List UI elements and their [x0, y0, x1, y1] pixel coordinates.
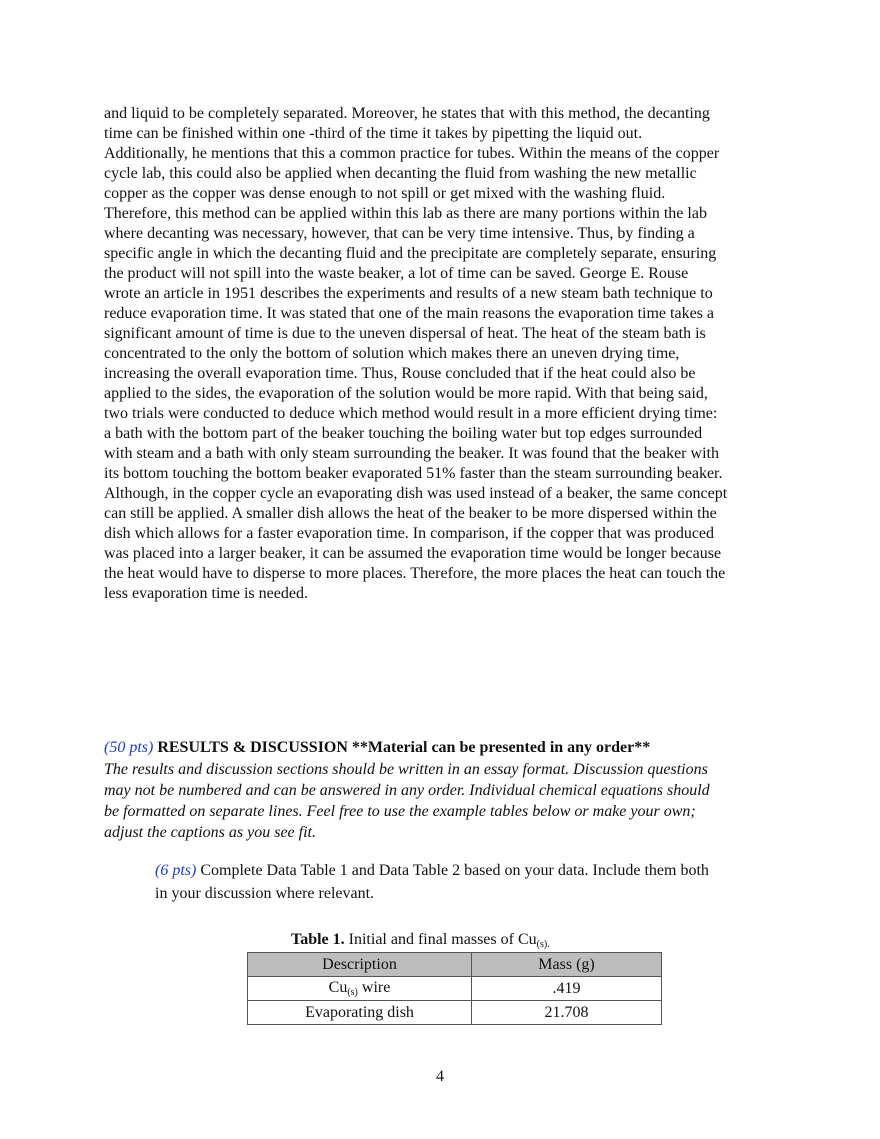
- task-text: Complete Data Table 1 and Data Table 2 based on your data. Include them both in your discussion where relevant.: [155, 862, 709, 902]
- results-heading: RESULTS & DISCUSSION **Material can be presented in any order**: [157, 739, 651, 756]
- cell-text: Evaporating dish: [305, 1003, 414, 1021]
- body-paragraph: and liquid to be completely separated. Moreover, he states that with this method, the decanting time can be finished within one -third of the time it takes by pipetting the liquid out. Additionally, he mentions that this a common practice for tubes. Within the means of the copper cycle lab, this could also be applied when decanting the fluid from washing the new metallic copper as the copper was dense enough to not spill or get mixed with the washing fluid. Therefore, this method can be applied within this lab as there are many portions within the lab where decanting was necessary, however, that can be very time intensive. Thus, by finding a specific angle in which the decanting fluid and the precipitate are completely separate, ensuring the product will not spill into the waste beaker, a lot of time can be saved. George E. Rouse wrote an article in 1951 describes the experiments and results of a new steam bath technique to reduce evaporation time. It was stated that one of the main reasons the evaporation time takes a significant amount of time is due to the uneven dispersal of heat. The heat of the steam bath is concentrated to the only the bottom of solution which makes there an uneven drying time, increasing the overall evaporation time. Thus, Rouse concluded that if the heat could also be applied to the sides, the evaporation of the solution would be more rapid. With that being said, two trials were conducted to deduce which method would result in a more efficient drying time: a bath with the bottom part of the beaker touching the boiling water but top edges surrounded with steam and a bath with only steam surrounding the beaker. It was found that the beaker with its bottom touching the bottom beaker evaporated 51% faster than the steam surrounding beaker. Although, in the copper cycle an evaporating dish was used instead of a beaker, the same concept can still be applied. A smaller dish allows the heat of the beaker to be more dispersed within the dish which allows for a faster evaporation time. In comparison, if the copper that was produced was placed into a larger beaker, it can be assumed the evaporation time would be longer because the heat would have to disperse to more places. Therefore, the more places the heat can touch the less evaporation time is needed.: [104, 105, 728, 602]
- task-item: [155, 859, 775, 905]
- results-points: (50 pts): [104, 739, 154, 756]
- results-instructions: The results and discussion sections should be written in an essay format. Discussion questions may not be numbered and can be answered in any order. Individual chemical equations should be formatted on separate lines. Feel free to use the example tables below or make your own; adjust the captions as you see fit.: [104, 761, 710, 841]
- data-table-1: [247, 952, 662, 1025]
- cell-text: Cu: [328, 979, 348, 996]
- table1-caption-sub: (s).: [536, 939, 550, 950]
- table-row: [248, 977, 662, 1001]
- table-cell-description: [248, 977, 472, 1001]
- results-discussion-section: [104, 737, 784, 843]
- cell-text-tail: wire: [357, 979, 391, 996]
- column-header-description: Description: [248, 953, 472, 977]
- task-points: (6 pts): [155, 862, 197, 879]
- table1-caption-text: Initial and final masses of Cu: [348, 931, 537, 948]
- table-row: [248, 1001, 662, 1025]
- table-header-row: [248, 953, 662, 977]
- results-heading-line: [104, 737, 784, 759]
- table-cell-mass: .419: [472, 977, 662, 1001]
- cell-subscript: (s): [347, 987, 358, 998]
- table-cell-mass: 21.708: [472, 1001, 662, 1025]
- column-header-mass: Mass (g): [472, 953, 662, 977]
- table1-caption-label: Table 1.: [291, 931, 345, 948]
- table-cell-description: [248, 1001, 472, 1025]
- page-number: 4: [436, 1068, 444, 1085]
